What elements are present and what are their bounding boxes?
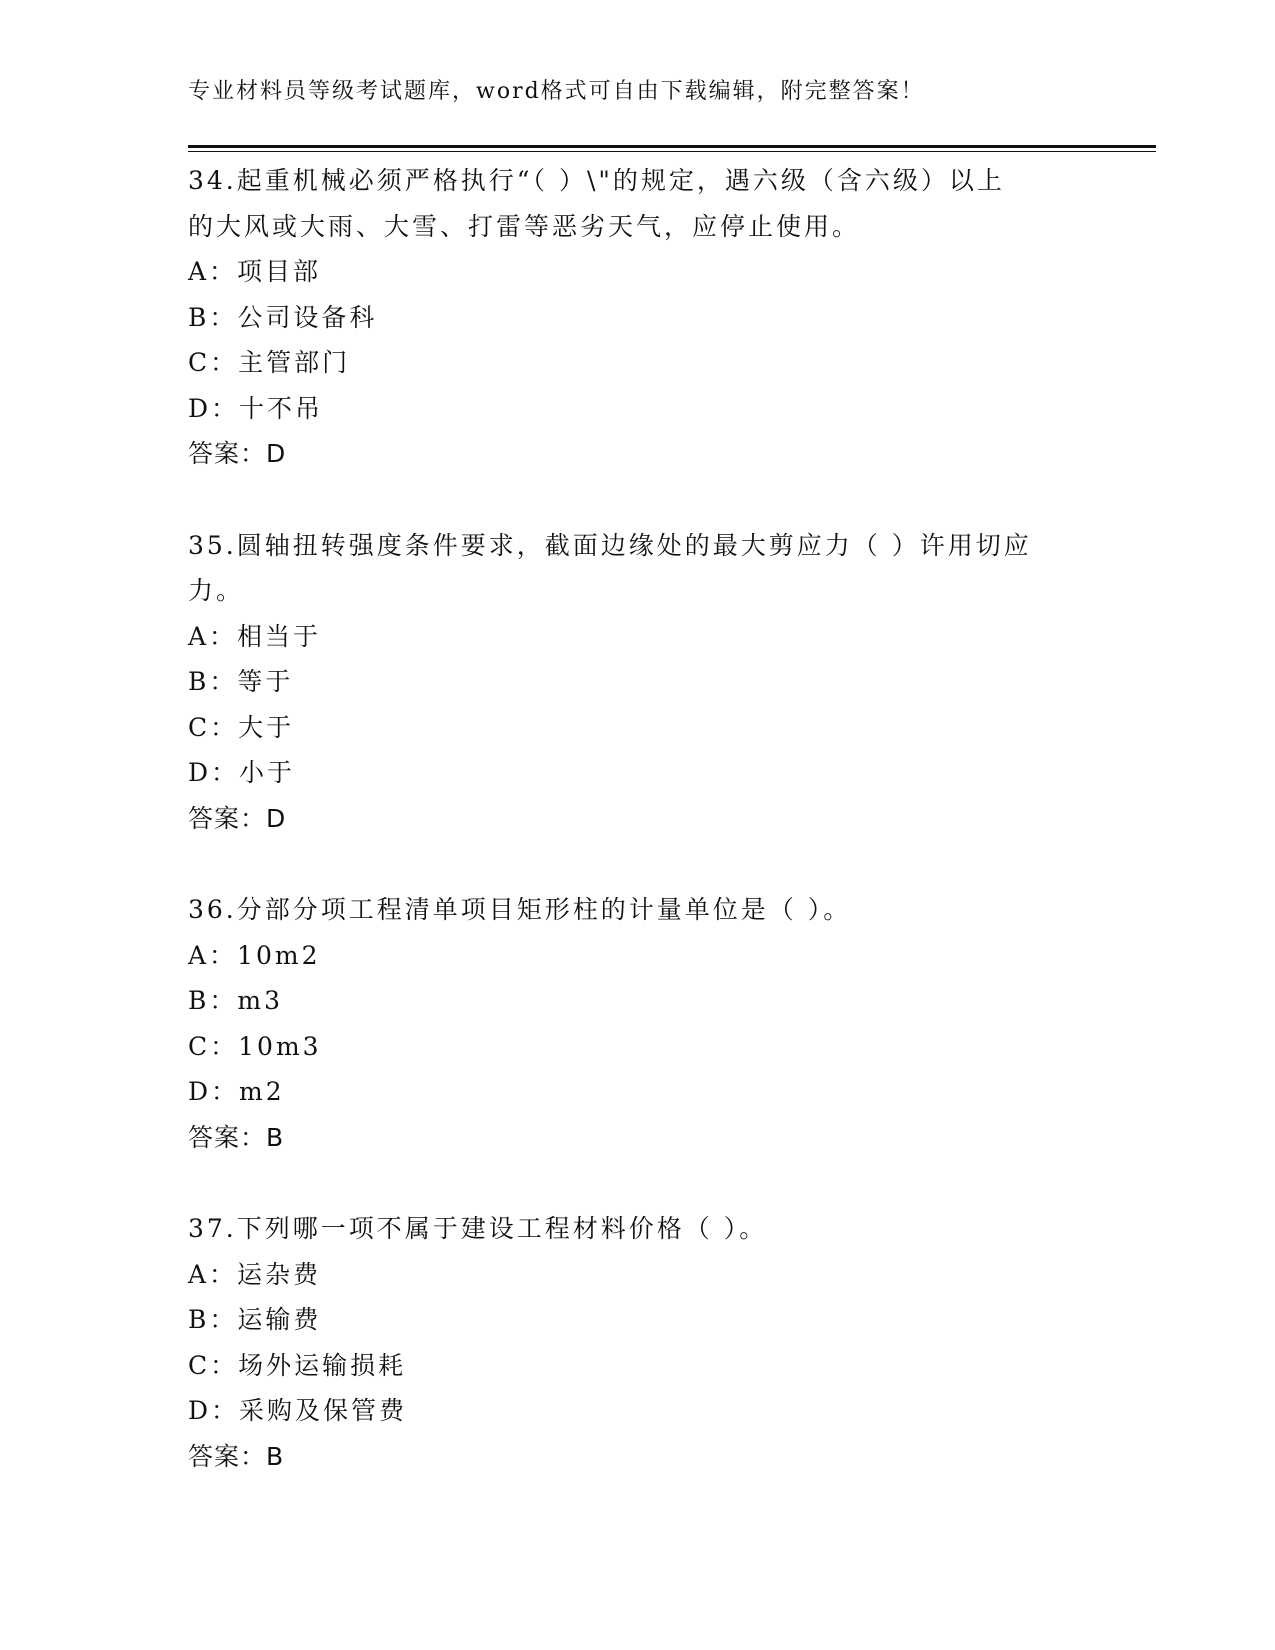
- header-rule-thick: [188, 145, 1156, 148]
- question-35: [188, 523, 1088, 842]
- option-b: B：运输费: [188, 1305, 322, 1334]
- option-c: C：10m3: [188, 1031, 322, 1061]
- option-b: B：公司设备科: [188, 302, 378, 332]
- answer-line: 答案：D: [188, 439, 287, 468]
- question-stem-line: 力。: [188, 576, 245, 605]
- option-a: A：相当于: [188, 621, 322, 651]
- answer-line: 答案：D: [188, 803, 287, 833]
- option-a: A：10m2: [188, 940, 321, 970]
- answer-line: 答案：B: [188, 1122, 285, 1152]
- option-d: D：m2: [188, 1077, 285, 1106]
- option-d: D：十不吊: [188, 393, 324, 423]
- option-c: C：主管部门: [188, 348, 351, 377]
- question-stem-line: 35.圆轴扭转强度条件要求，截面边缘处的最大剪应力（ ）许用切应: [188, 530, 1032, 560]
- page-header: 专业材料员等级考试题库，word格式可自由下载编辑，附完整答案！: [188, 79, 925, 104]
- option-a: A：项目部: [188, 257, 322, 286]
- option-d: D：小于: [188, 758, 296, 787]
- question-stem-line: 37.下列哪一项不属于建设工程材料价格（ ）。: [188, 1214, 768, 1243]
- question-36: [188, 887, 1088, 1160]
- option-d: D：采购及保管费: [188, 1396, 408, 1425]
- option-c: C：场外运输损耗: [188, 1350, 407, 1380]
- option-c: C：大于: [188, 712, 295, 742]
- question-stem-line: 的大风或大雨、大雪、打雷等恶劣天气，应停止使用。: [188, 211, 861, 241]
- answer-line: 答案：B: [188, 1441, 285, 1471]
- option-b: B：等于: [188, 667, 294, 696]
- header-rule-thin: [188, 151, 1156, 152]
- question-34: [188, 158, 1088, 477]
- question-37: [188, 1206, 1088, 1479]
- option-b: B：m3: [188, 986, 283, 1015]
- option-a: A：运杂费: [188, 1259, 322, 1289]
- question-stem-line: 34.起重机械必须严格执行“（ ）\"的规定，遇六级（含六级）以上: [188, 166, 1005, 195]
- question-stem-line: 36.分部分项工程清单项目矩形柱的计量单位是（ ）。: [188, 895, 852, 924]
- question-list: [188, 158, 1088, 1479]
